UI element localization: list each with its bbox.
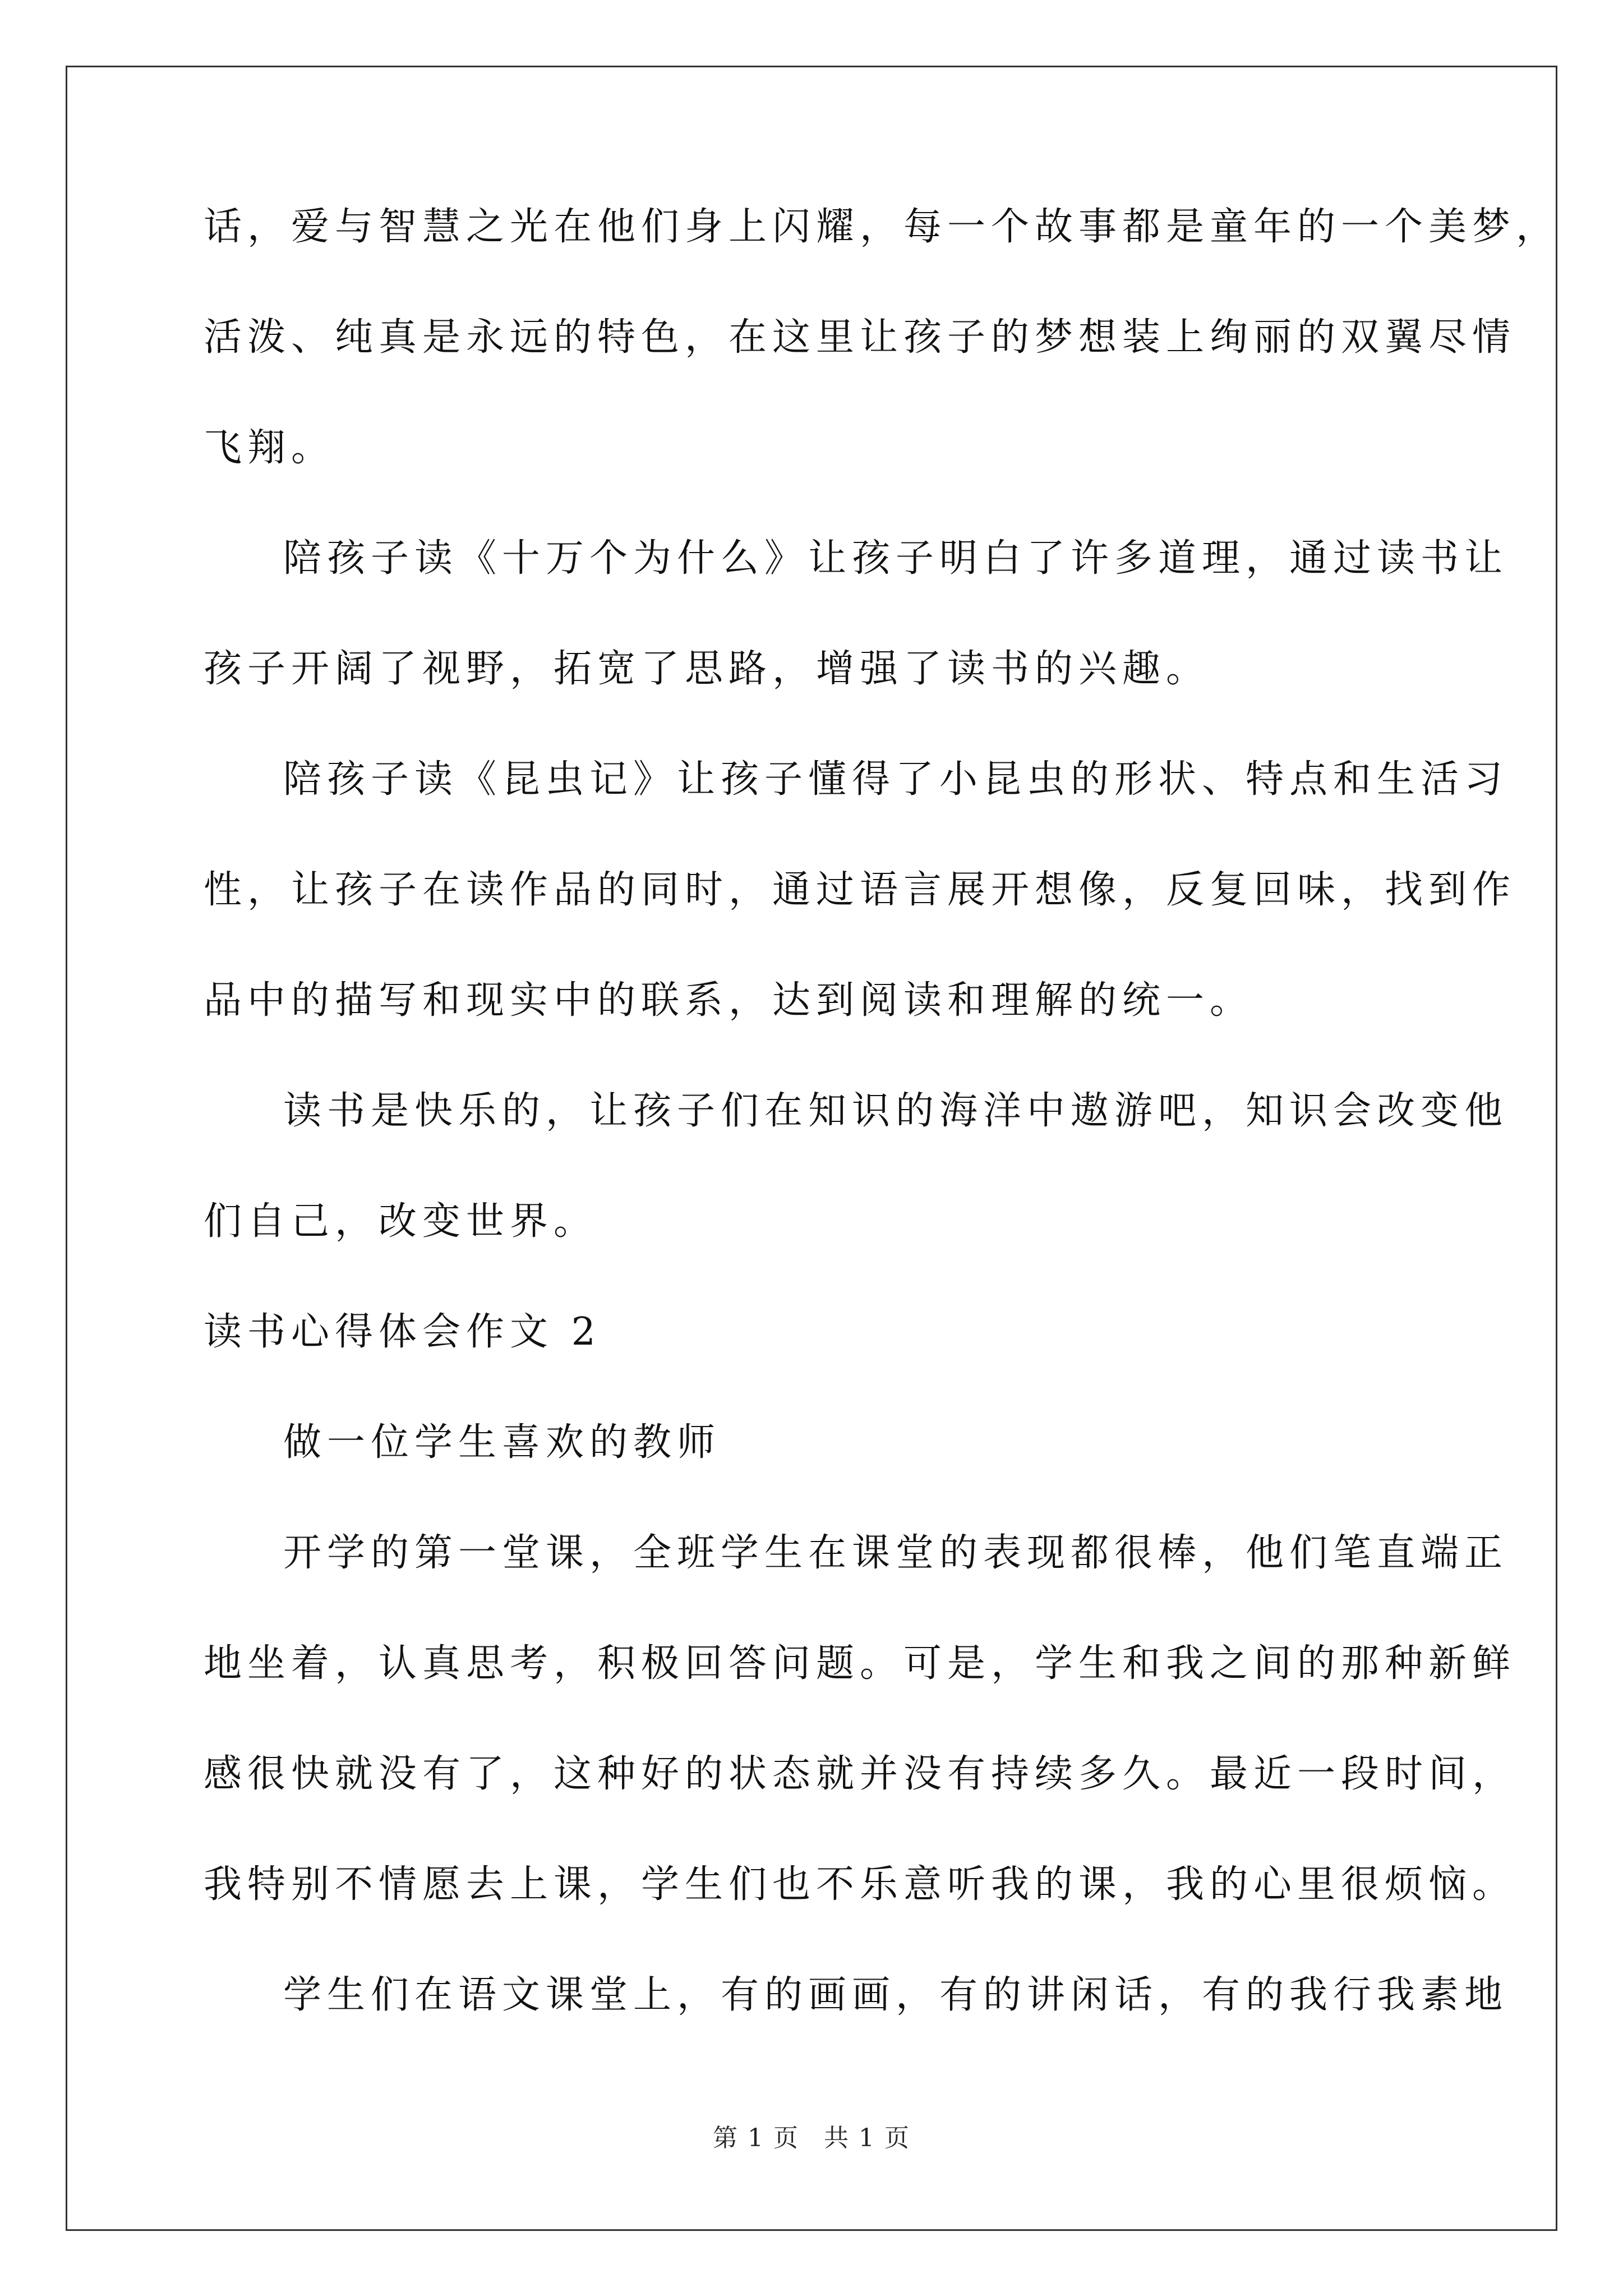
paragraph-start-line: 开学的第一堂课，全班学生在课堂的表现都很棒，他们笔直端正 bbox=[283, 1531, 1509, 1575]
text-line: 飞翔。 bbox=[204, 426, 335, 470]
current-page-label: 第 1 页 bbox=[713, 2124, 799, 2152]
paragraph-start-line: 陪孩子读《十万个为什么》让孩子明白了许多道理，通过读书让 bbox=[283, 536, 1509, 581]
text-line: 感很快就没有了，这种好的状态就并没有持续多久。最近一段时间， bbox=[204, 1752, 1516, 1796]
paragraph-start-line: 陪孩子读《昆虫记》让孩子懂得了小昆虫的形状、特点和生活习 bbox=[283, 757, 1509, 802]
document-body bbox=[67, 67, 1560, 2229]
text-line: 性，让孩子在读作品的同时，通过语言展开想像，反复回味，找到作 bbox=[204, 868, 1516, 912]
total-pages-label: 共 1 页 bbox=[824, 2124, 910, 2152]
paragraph-start-line: 学生们在语文课堂上，有的画画，有的讲闲话，有的我行我素地 bbox=[283, 1973, 1509, 2017]
page-footer bbox=[67, 2118, 1556, 2154]
section-heading: 读书心得体会作文 2 bbox=[204, 1310, 601, 1354]
text-line: 孩子开阔了视野，拓宽了思路，增强了读书的兴趣。 bbox=[204, 647, 1210, 691]
text-line: 我特别不情愿去上课，学生们也不乐意听我的课，我的心里很烦恼。 bbox=[204, 1862, 1516, 1907]
article-title: 做一位学生喜欢的教师 bbox=[283, 1420, 721, 1465]
page-frame bbox=[66, 66, 1560, 2231]
text-line: 地坐着，认真思考，积极回答问题。可是，学生和我之间的那种新鲜 bbox=[204, 1641, 1516, 1686]
text-line: 活泼、纯真是永远的特色，在这里让孩子的梦想装上绚丽的双翼尽情 bbox=[204, 315, 1516, 360]
text-line: 话，爱与智慧之光在他们身上闪耀，每一个故事都是童年的一个美梦， bbox=[204, 205, 1560, 249]
text-line: 们自己，改变世界。 bbox=[204, 1199, 598, 1244]
text-line: 品中的描写和现实中的联系，达到阅读和理解的统一。 bbox=[204, 978, 1254, 1023]
paragraph-start-line: 读书是快乐的，让孩子们在知识的海洋中遨游吧，知识会改变他 bbox=[283, 1089, 1509, 1133]
